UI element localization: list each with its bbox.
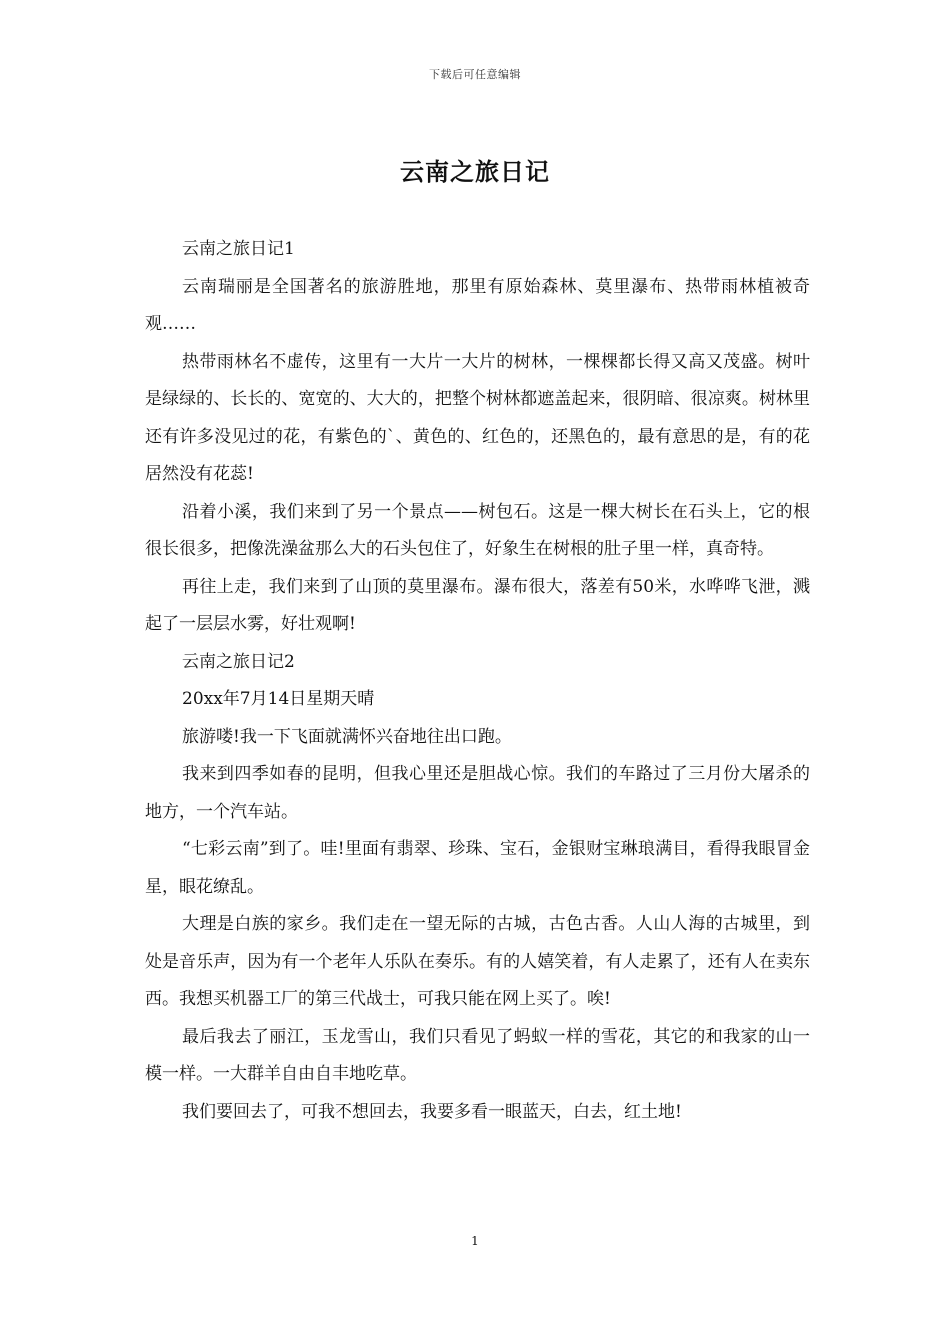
paragraph-colorful-yunnan: “七彩云南”到了。哇!里面有翡翠、珍珠、宝石，金银财宝琳琅满目，看得我眼冒金星，眼花缭乱。 — [145, 839, 810, 897]
page-header-note: 下载后可任意编辑 — [429, 68, 521, 81]
paragraph-waterfall: 再往上走，我们来到了山顶的莫里瀑布。瀑布很大，落差有50米，水哗哗飞泄，溅起了一层层水雾，好壮观啊! — [145, 576, 810, 634]
paragraph-arrival: 旅游喽!我一下飞面就满怀兴奋地往出口跑。 — [182, 726, 512, 747]
paragraph-lijiang: 最后我去了丽江，玉龙雪山，我们只看见了蚂蚁一样的雪花，其它的和我家的山一模一样。一大群羊自由自丰地吃草。 — [145, 1026, 810, 1084]
paragraph-dali: 大理是白族的家乡。我们走在一望无际的古城，古色古香。人山人海的古城里，到处是音乐声，因为有一个老年人乐队在奏乐。有的人嬉笑着，有人走累了，还有人在卖东西。我想买机器工厂的第三代战士，可我只能在网上买了。唉! — [145, 914, 810, 1009]
document-body — [145, 231, 810, 1131]
paragraph-rainforest: 热带雨林名不虚传，这里有一大片一大片的树林，一棵棵都长得又高又茂盛。树叶是绿绿的、长长的、宽宽的、大大的，把整个树林都遮盖起来，很阴暗、很凉爽。树林里还有许多没见过的花，有紫色的`、黄色的、红色的，还黑色的，最有意思的是，有的花居然没有花蕊! — [145, 351, 810, 484]
diary-heading-2: 云南之旅日记2 — [182, 651, 295, 672]
document-title: 云南之旅日记 — [400, 157, 550, 186]
diary-date: 20xx年7月14日星期天晴 — [182, 689, 375, 709]
diary-heading-1: 云南之旅日记1 — [182, 239, 295, 259]
paragraph-intro: 云南瑞丽是全国著名的旅游胜地，那里有原始森林、莫里瀑布、热带雨林植被奇观…… — [145, 276, 810, 334]
paragraph-return: 我们要回去了，可我不想回去，我要多看一眼蓝天，白去，红土地! — [182, 1101, 682, 1122]
paragraph-tree-rock: 沿着小溪，我们来到了另一个景点——树包石。这是一棵大树长在石头上，它的根很长很多，把像洗澡盆那么大的石头包住了，好象生在树根的肚子里一样，真奇特。 — [145, 501, 810, 559]
page-number: 1 — [471, 1234, 479, 1248]
paragraph-kunming: 我来到四季如春的昆明，但我心里还是胆战心惊。我们的车路过了三月份大屠杀的地方，一个汽车站。 — [145, 764, 810, 822]
